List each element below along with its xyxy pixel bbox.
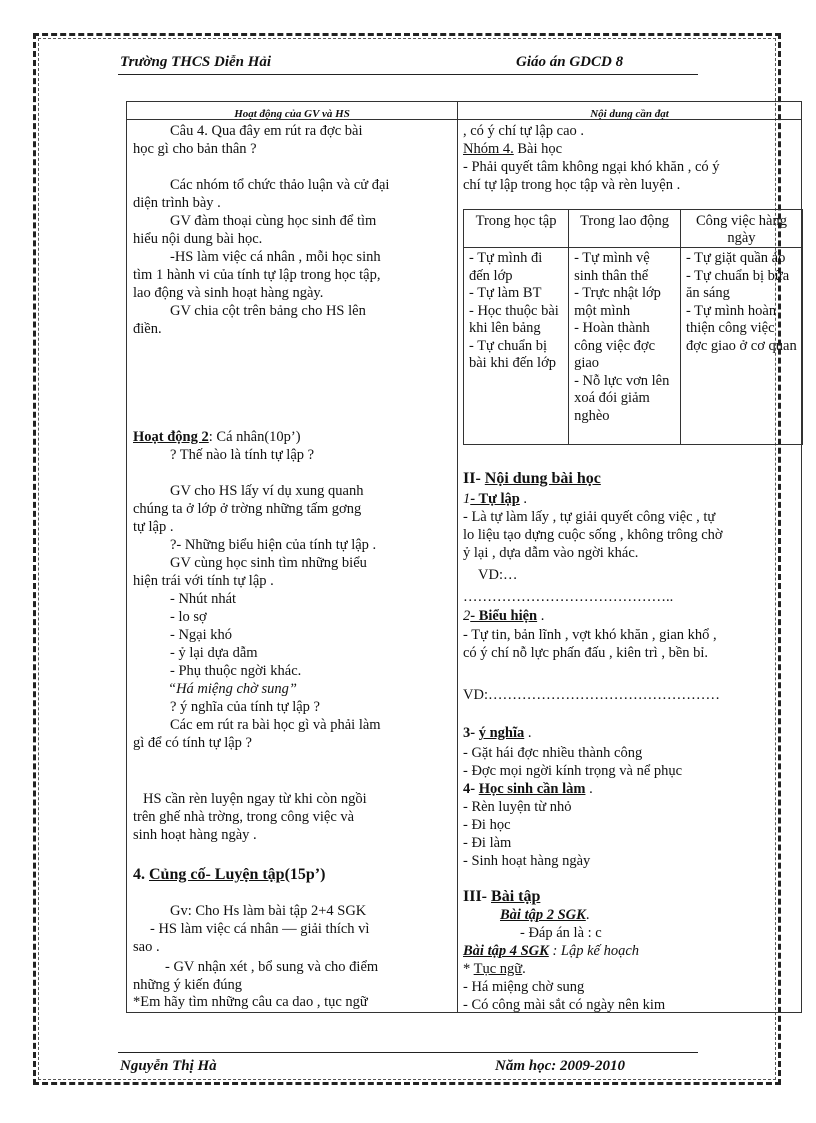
text-line: , có ý chí tự lập cao . [463, 123, 584, 139]
text-line: - lo sợ [170, 609, 207, 625]
subheading-4: 4- Học sinh cần làm . [463, 781, 593, 797]
text-line: *Em hãy tìm những câu ca dao , tục ngữ [133, 994, 368, 1010]
text-line: những ý kiến đúng [133, 977, 242, 993]
text-line: lao động và sinh hoạt hàng ngày. [133, 285, 324, 301]
exercise-2-heading: Bài tập 2 SGK. [500, 907, 590, 923]
left-column-header: Hoạt động của GV và HS [127, 102, 457, 120]
text-line: ? ý nghĩa của tính tự lập ? [170, 699, 320, 715]
footer-rule [118, 1052, 698, 1053]
text-line: điền. [133, 321, 162, 337]
text-line: diện trình bày . [133, 195, 221, 211]
consolidation-heading: 4. Củng cố- Luyện tập(15p’) [133, 866, 326, 883]
activity-2-heading: Hoạt động 2: Cá nhân(10p’) [133, 429, 301, 445]
text-line: - Đi học [463, 817, 511, 833]
text-line: VD:………………………………………… [463, 687, 720, 703]
text-line: tự lập . [133, 519, 174, 535]
text-line: chí tự lập trong học tập và rèn luyện . [463, 177, 681, 193]
text-line: sinh hoạt hàng ngày . [133, 827, 257, 843]
section-3-heading: III- Bài tập [463, 888, 541, 905]
sub-table-cell [680, 248, 802, 445]
subheading-2: 2- Biểu hiện . [463, 608, 545, 624]
cell-item: - Tự giặt quần áo [685, 250, 786, 266]
text-line: học gì cho bản thân ? [133, 141, 257, 157]
text-line: Các nhóm tổ chức thảo luận và cử đại [170, 177, 390, 193]
text-line: - Rèn luyện từ nhỏ [463, 799, 572, 815]
text-line: GV đàm thoại cùng học sinh để tìm [170, 213, 377, 229]
text-line: hiện trái với tính tự lập . [133, 573, 274, 589]
cell-item: - Tự chuẩn bị bữa ăn sáng [685, 267, 790, 301]
text-line: - Đi làm [463, 835, 512, 851]
text-line: - Đợc mọi ngời kính trọng và nể phục [463, 763, 683, 779]
text-line: sao . [133, 939, 160, 955]
text-line: có ý chí nỗ lực phấn đấu , kiên trì , bền bỉ. [463, 645, 709, 661]
cell-item: - Tự chuẩn bị bài khi đến lớp [469, 337, 556, 371]
text-line: - Nhút nhát [170, 591, 237, 607]
text-line: ? Thế nào là tính tự lập ? [170, 447, 315, 463]
text-line: - GV nhận xét , bổ sung và cho điểm [165, 959, 379, 975]
cell-item: - Tự mình đi đến lớp [469, 250, 543, 284]
text-line: Gv: Cho Hs làm bài tập 2+4 SGK [170, 903, 367, 919]
header-rule [118, 74, 698, 75]
header-school: Trường THCS Diễn Hải [120, 54, 272, 70]
text-line: - Gặt hái đợc nhiều thành công [463, 745, 643, 761]
text-line: - Có công mài sắt có ngày nên kim [463, 997, 666, 1013]
text-line: GV cho HS lấy ví dụ xung quanh [170, 483, 364, 499]
text-line: - HS làm việc cá nhân — giải thích vì [150, 921, 370, 937]
text-line: chúng ta ở lớp ở trờng những tấm gơng [133, 501, 362, 517]
text-line: - ỷ lại dựa dẫm [170, 645, 258, 661]
self-reliance-table [463, 209, 803, 445]
text-line: GV chia cột trên bảng cho HS lên [170, 303, 366, 319]
sub-table-cell [464, 248, 569, 445]
sub-table-cell [569, 248, 681, 445]
subheading-3: 3- ý nghĩa . [463, 725, 532, 741]
header-subject: Giáo án GDCD 8 [516, 54, 624, 70]
cell-item: - Tự mình hoàn thiện công việc đợc giao ở cơ quan [685, 302, 797, 354]
exercise-4-heading: Bài tập 4 SGK : Lập kế hoạch [463, 943, 640, 959]
text-line: gì để có tính tự lập ? [133, 735, 252, 751]
proverb-heading: * Tục ngữ. [463, 961, 526, 977]
subheading-1: 1- Tự lập . [463, 491, 528, 507]
text-line: ?- Những biểu hiện của tính tự lập . [170, 537, 377, 553]
text-line: - Phải quyết tâm không ngại khó khăn , có ý [463, 159, 720, 175]
text-line: - Há miệng chờ sung [463, 979, 585, 995]
text-line: ỷ lại , dựa dẫm vào ngời khác. [463, 545, 639, 561]
right-column-header: Nội dung cần đạt [458, 102, 801, 120]
text-line: HS cần rèn luyện ngay từ khi còn ngồi [143, 791, 367, 807]
text-line: …………………………………….. [463, 589, 674, 605]
text-line: trên ghế nhà trờng, trong công việc và [133, 809, 355, 825]
text-line: hiểu nội dung bài học. [133, 231, 263, 247]
sub-table-header: Trong học tập [464, 210, 569, 248]
text-line: - Phụ thuộc ngời khác. [170, 663, 302, 679]
text-line: - Đáp án là : c [520, 925, 602, 941]
cell-item: - Tự làm BT [469, 285, 542, 301]
cell-item: - Nỗ lực vơn lên xoá đói giảm nghèo [574, 372, 670, 424]
footer-author: Nguyễn Thị Hà [120, 1058, 217, 1074]
footer-year: Năm học: 2009-2010 [495, 1058, 625, 1074]
cell-item: - Trực nhật lớp một mình [574, 285, 661, 319]
text-line: “Há miệng chờ sung” [168, 681, 297, 697]
text-line: Câu 4. Qua đây em rút ra đợc bài [170, 123, 363, 139]
cell-item: - Học thuộc bài khi lên bảng [469, 302, 559, 336]
text-line: - Là tự làm lấy , tự giải quyết công việc , tự [463, 509, 716, 525]
text-line: lo liệu tạo dựng cuộc sống , không trông chờ [463, 527, 723, 543]
text-line: - Ngại khó [170, 627, 233, 643]
text-line: tìm 1 hành vi của tính tự lập trong học tập, [133, 267, 381, 283]
text-line: Các em rút ra bài học gì và phải làm [170, 717, 381, 733]
sub-table-header: Công việc hàng ngày [680, 210, 802, 248]
text-line: VD:… [478, 567, 518, 583]
text-line: GV cùng học sinh tìm những biểu [170, 555, 367, 571]
cell-item: - Tự mình vệ sinh thân thể [574, 250, 650, 284]
sub-table-header: Trong lao động [569, 210, 681, 248]
cell-item: - Hoàn thành công việc đợc giao [574, 320, 656, 371]
text-line: - Sinh hoạt hàng ngày [463, 853, 591, 869]
section-2-heading: II- Nội dung bài học [463, 470, 601, 487]
group-4-line: Nhóm 4. Bài học [463, 141, 563, 157]
text-line: -HS làm việc cá nhân , mỗi học sinh [170, 249, 381, 265]
text-line: - Tự tin, bản lĩnh , vợt khó khăn , gian khổ , [463, 627, 717, 643]
